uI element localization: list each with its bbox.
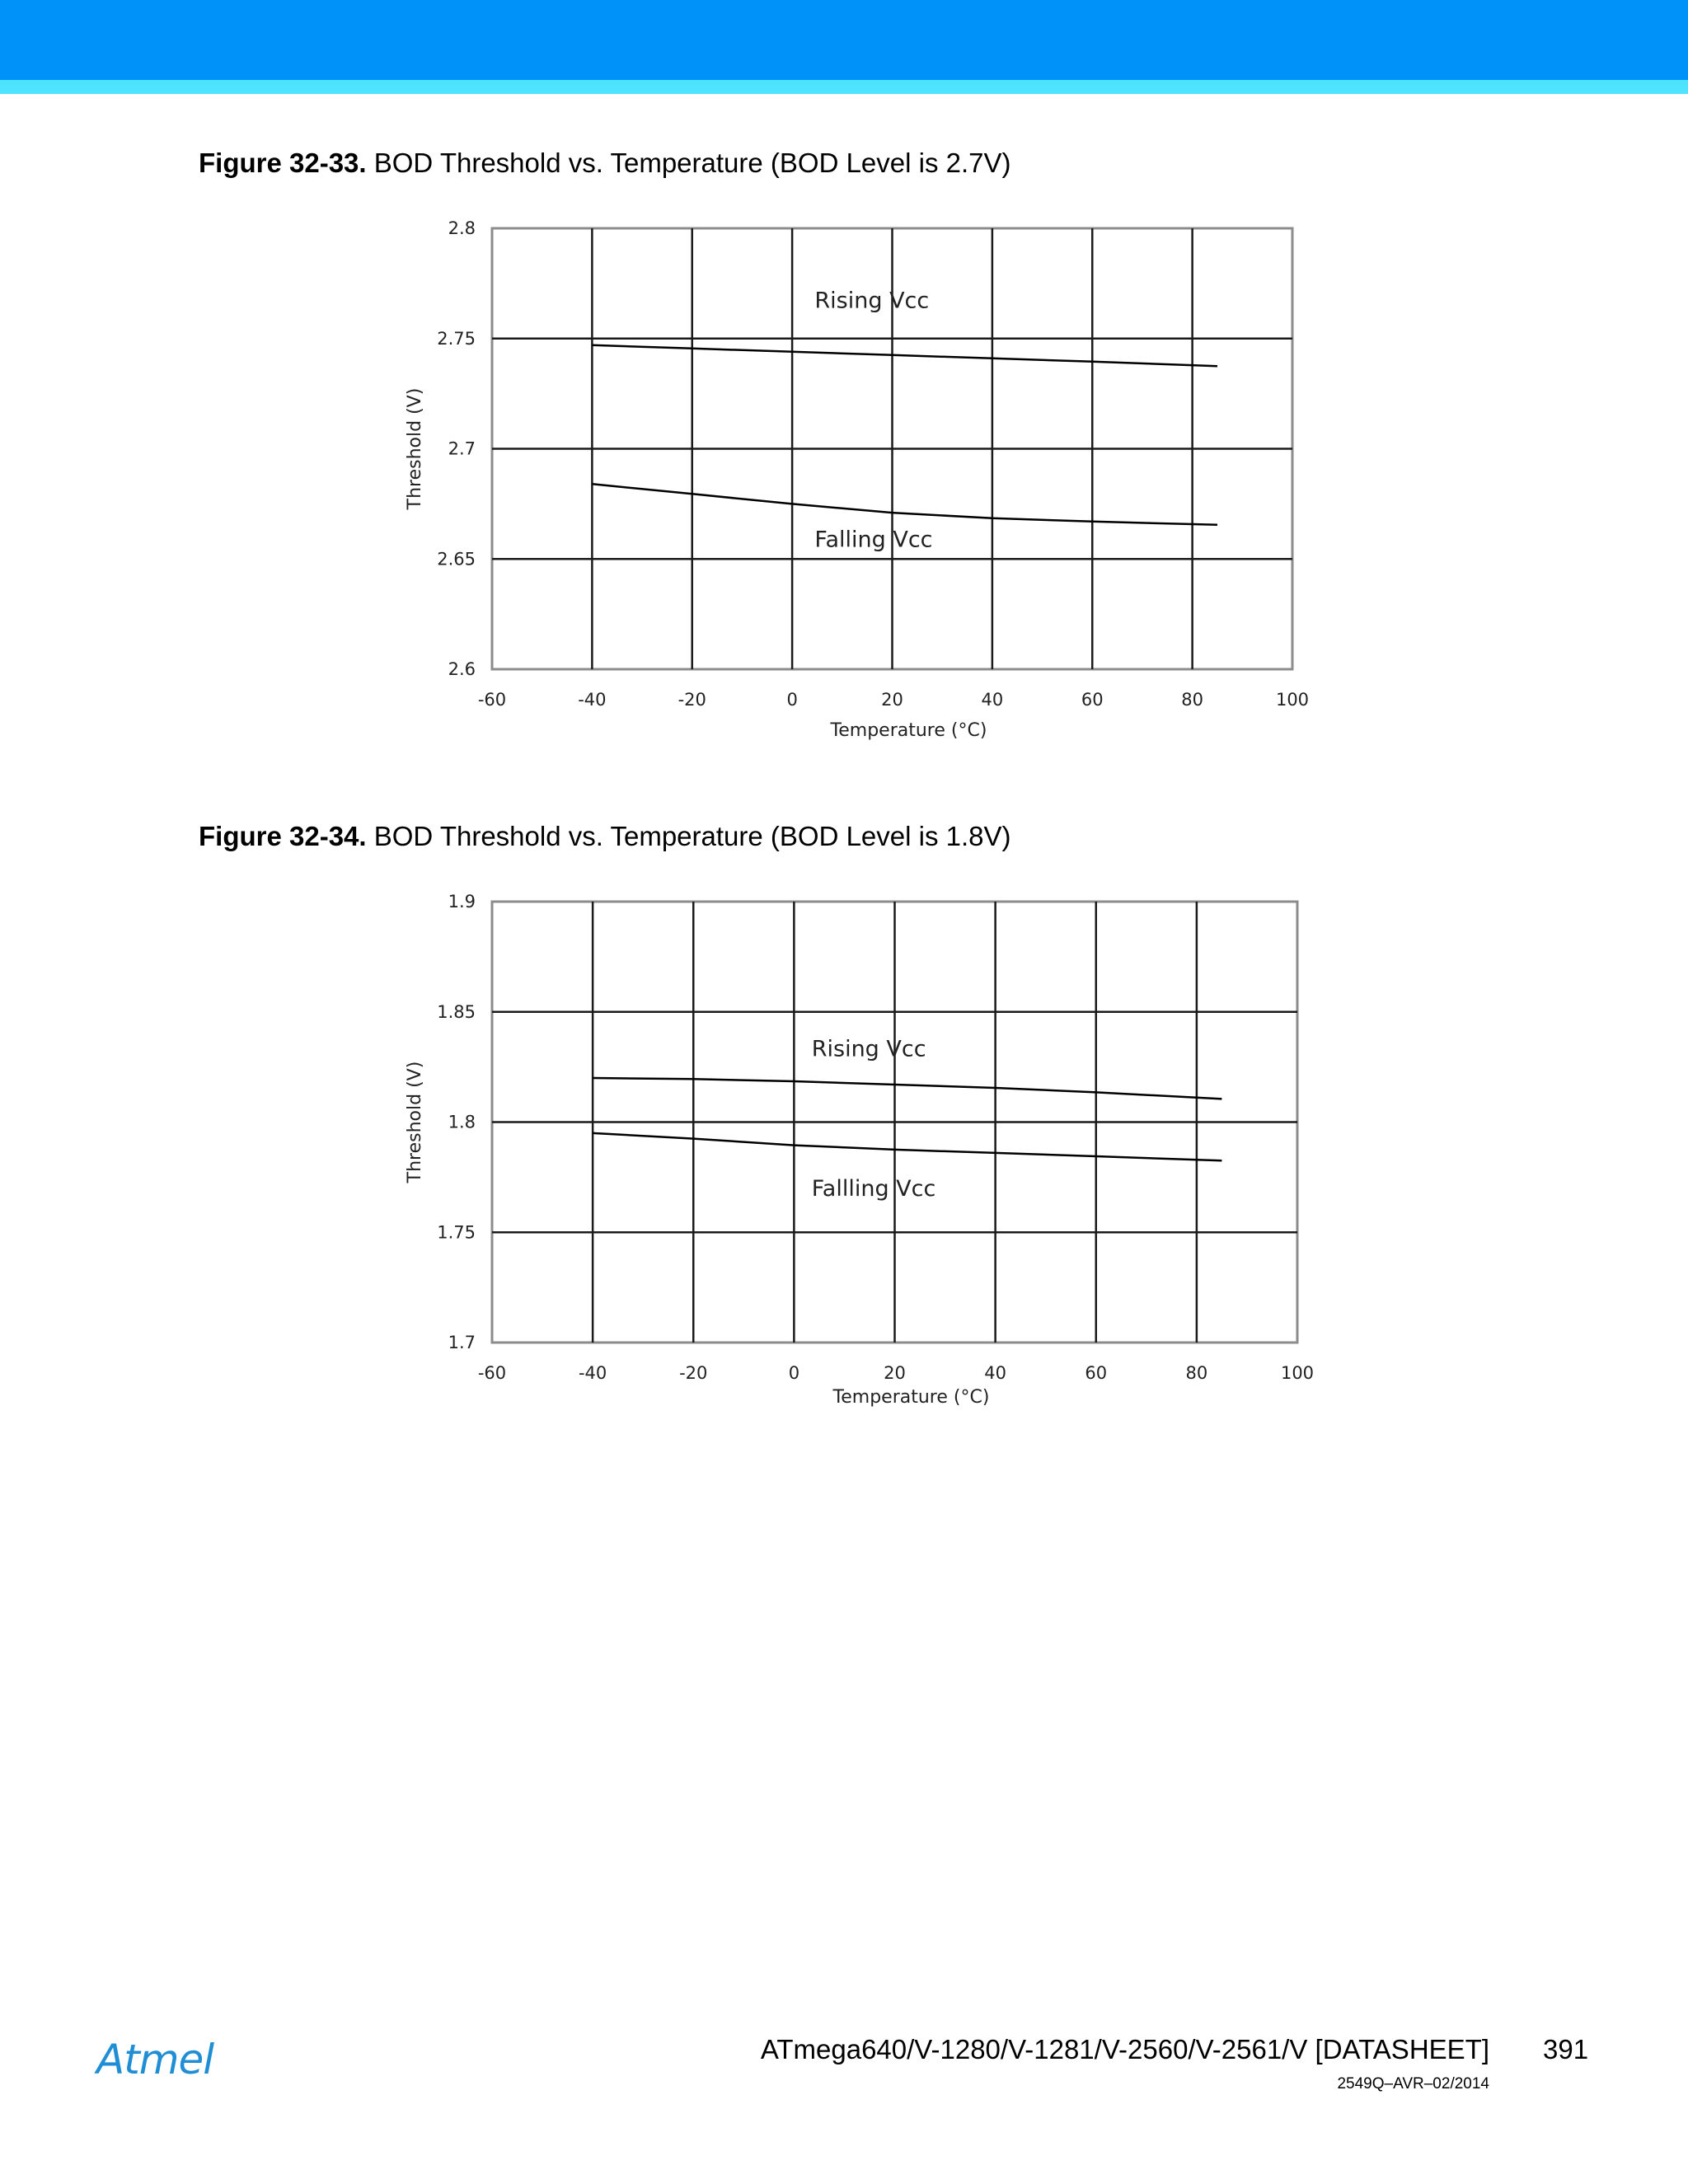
x-tick-label: -20 (679, 1363, 708, 1383)
x-tick-label: 80 (1185, 1363, 1208, 1383)
y-tick-label: 2.6 (448, 659, 476, 679)
x-axis-title: Temperature (°C) (830, 720, 987, 741)
series-label: Rising Vcc (814, 288, 930, 314)
series-label: Falling Vcc (814, 527, 933, 553)
x-tick-label: -40 (578, 690, 607, 710)
figure-number-2: Figure 32-34. (199, 821, 367, 851)
y-tick-label: 1.7 (448, 1333, 476, 1352)
x-tick-label: 100 (1280, 1363, 1315, 1383)
y-tick-label: 1.9 (448, 892, 476, 912)
x-tick-label: 100 (1275, 690, 1310, 710)
figure-number-1: Figure 32-33. (199, 148, 367, 178)
series-line-falling-vcc (593, 1133, 1221, 1160)
x-tick-label: 60 (1081, 690, 1104, 710)
figure-title-1: BOD Threshold vs. Temperature (BOD Level is 2.7V) (373, 148, 1011, 178)
figure-title-2: BOD Threshold vs. Temperature (BOD Level is 1.8V) (373, 821, 1011, 851)
x-tick-label: 80 (1181, 690, 1203, 710)
x-tick-label: 40 (981, 690, 1004, 710)
y-axis-title: Threshold (V) (405, 1061, 425, 1183)
x-tick-label: -20 (678, 690, 706, 710)
x-tick-label: 20 (881, 690, 903, 710)
series-line-rising-vcc (593, 1078, 1221, 1099)
y-tick-label: 2.8 (448, 218, 476, 238)
x-tick-label: -60 (477, 690, 507, 710)
x-tick-label: 20 (884, 1363, 906, 1383)
x-tick-label: 0 (788, 1363, 800, 1383)
y-tick-label: 2.7 (448, 438, 476, 459)
x-tick-label: -60 (477, 1363, 507, 1383)
x-tick-label: 0 (786, 690, 798, 710)
y-tick-label: 1.8 (448, 1112, 476, 1132)
y-tick-label: 2.75 (437, 328, 476, 349)
atmel-logo: Atmel (96, 2036, 214, 2083)
y-tick-label: 1.85 (437, 1001, 476, 1022)
y-axis-title: Threshold (V) (405, 387, 425, 510)
y-tick-label: 2.65 (437, 549, 476, 569)
y-tick-label: 1.75 (437, 1222, 476, 1243)
x-tick-label: 40 (984, 1363, 1006, 1383)
footer-doc-id: 2549Q–AVR–02/2014 (1337, 2075, 1489, 2093)
series-label: Rising Vcc (811, 1036, 926, 1062)
footer-page-number: 391 (1543, 2034, 1589, 2064)
x-axis-title: Temperature (°C) (832, 1387, 990, 1408)
x-tick-label: -40 (578, 1363, 607, 1383)
x-tick-label: 60 (1085, 1363, 1108, 1383)
series-label: Fallling Vcc (811, 1176, 936, 1202)
footer-doc-title: ATmega640/V-1280/V-1281/V-2560/V-2561/V [DATASHEET] (760, 2034, 1489, 2064)
